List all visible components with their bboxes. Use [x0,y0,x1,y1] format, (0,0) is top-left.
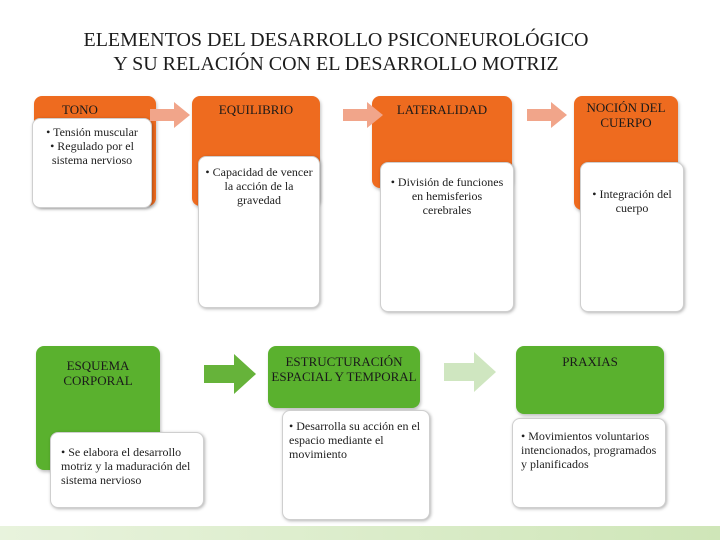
arrow-right-icon [150,102,190,128]
decorative-band [0,526,720,540]
title-line-2: Y SU RELACIÓN CON EL DESARROLLO MOTRIZ [113,53,559,75]
tono-card [32,118,152,208]
tono-header-label: TONO [62,102,98,117]
praxias-header-label: PRAXIAS [562,354,618,369]
esquema-card [50,432,204,508]
nocion-header-label: NOCIÓN DEL CUERPO [586,100,666,130]
nocion-card [580,162,684,312]
tono-bullet-2: • Regulado por el sistema nervioso [39,139,145,167]
esquema-header-label: ESQUEMA CORPORAL [63,358,133,388]
arrow-right-icon [204,354,256,394]
esquema-text: • Se elabora el desarrollo motriz y la maduración del sistema nervioso [61,445,191,487]
page-title [0,28,672,76]
nocion-text: • Integración del cuerpo [592,187,672,215]
praxias-text: • Movimientos voluntarios intencionados, programados y planificados [521,429,657,471]
equilibrio-text: • Capacidad de vencer la acción de la gravedad [205,165,313,207]
tono-bullet-1: • Tensión muscular [39,125,145,139]
title-line-1: ELEMENTOS DEL DESARROLLO PSICONEUROLÓGICO [83,29,589,51]
estructuracion-header-label: ESTRUCTURACIÓN ESPACIAL Y TEMPORAL [271,354,417,384]
estructuracion-header [268,346,420,408]
arrow-right-icon [527,102,567,128]
arrow-right-icon [444,352,496,392]
praxias-header [516,346,664,414]
lateralidad-text: • División de funciones en hemisferios cerebrales [390,175,504,217]
lateralidad-card [380,162,514,312]
lateralidad-header-label: LATERALIDAD [396,102,488,117]
estructuracion-text: • Desarrolla su acción en el espacio mediante el movimiento [289,419,421,461]
estructuracion-card [282,410,430,520]
arrow-right-icon [343,102,383,128]
equilibrio-header-label: EQUILIBRIO [218,102,294,117]
equilibrio-card [198,156,320,308]
praxias-card [512,418,666,508]
